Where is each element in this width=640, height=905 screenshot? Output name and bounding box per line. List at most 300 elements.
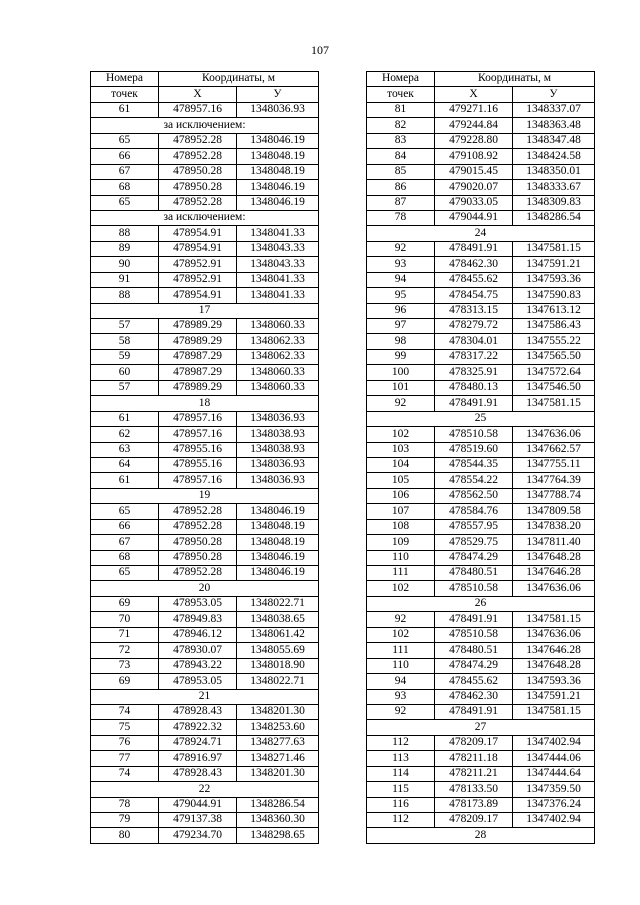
section-label: за исключением: [91, 118, 319, 133]
header-coordinates: Координаты, м [159, 72, 319, 87]
x-coordinate-cell: 478954.91 [159, 288, 237, 303]
table-row [91, 442, 319, 457]
y-coordinate-cell: 1348062.33 [237, 349, 319, 364]
x-coordinate-cell: 478562.50 [435, 488, 513, 503]
point-number-cell: 109 [367, 535, 435, 550]
point-number-cell: 79 [91, 813, 159, 828]
section-row [91, 581, 319, 596]
table-row [91, 550, 319, 565]
x-coordinate-cell: 478952.91 [159, 272, 237, 287]
y-coordinate-cell: 1347402.94 [513, 735, 595, 750]
x-coordinate-cell: 478922.32 [159, 720, 237, 735]
x-coordinate-cell: 478957.16 [159, 411, 237, 426]
x-coordinate-cell: 478462.30 [435, 689, 513, 704]
y-coordinate-cell: 1348360.30 [237, 813, 319, 828]
table-row [91, 349, 319, 364]
table-row [367, 149, 595, 164]
point-number-cell: 61 [91, 102, 159, 117]
table-row [91, 766, 319, 781]
point-number-cell: 78 [367, 210, 435, 225]
table-row [367, 396, 595, 411]
table-row [91, 180, 319, 195]
point-number-cell: 115 [367, 782, 435, 797]
x-coordinate-cell: 479234.70 [159, 828, 237, 843]
point-number-cell: 102 [367, 427, 435, 442]
table-row [91, 735, 319, 750]
section-label: 21 [91, 689, 319, 704]
table-row [367, 102, 595, 117]
y-coordinate-cell: 1348022.71 [237, 674, 319, 689]
table-row [367, 751, 595, 766]
y-coordinate-cell: 1347444.64 [513, 766, 595, 781]
x-coordinate-cell: 478209.17 [435, 735, 513, 750]
x-coordinate-cell: 478325.91 [435, 365, 513, 380]
point-number-cell: 94 [367, 272, 435, 287]
y-coordinate-cell: 1348060.33 [237, 319, 319, 334]
y-coordinate-cell: 1348337.07 [513, 102, 595, 117]
table-row [91, 257, 319, 272]
table-row [367, 488, 595, 503]
section-label: 19 [91, 488, 319, 503]
table-row [367, 442, 595, 457]
point-number-cell: 113 [367, 751, 435, 766]
y-coordinate-cell: 1348046.19 [237, 550, 319, 565]
x-coordinate-cell: 478952.91 [159, 257, 237, 272]
y-coordinate-cell: 1347811.40 [513, 535, 595, 550]
header-y: У [237, 87, 319, 102]
point-number-cell: 112 [367, 735, 435, 750]
point-number-cell: 88 [91, 288, 159, 303]
point-number-cell: 92 [367, 241, 435, 256]
x-coordinate-cell: 479244.84 [435, 118, 513, 133]
x-coordinate-cell: 478989.29 [159, 319, 237, 334]
table-row [367, 303, 595, 318]
point-number-cell: 105 [367, 473, 435, 488]
y-coordinate-cell: 1347662.57 [513, 442, 595, 457]
x-coordinate-cell: 478954.91 [159, 241, 237, 256]
x-coordinate-cell: 478474.29 [435, 658, 513, 673]
x-coordinate-cell: 478529.75 [435, 535, 513, 550]
x-coordinate-cell: 478952.28 [159, 133, 237, 148]
x-coordinate-cell: 478930.07 [159, 643, 237, 658]
x-coordinate-cell: 479044.91 [159, 797, 237, 812]
x-coordinate-cell: 478946.12 [159, 627, 237, 642]
section-label: 17 [91, 303, 319, 318]
section-row [91, 118, 319, 133]
point-number-cell: 111 [367, 643, 435, 658]
table-row [367, 813, 595, 828]
y-coordinate-cell: 1347838.20 [513, 519, 595, 534]
point-number-cell: 110 [367, 550, 435, 565]
x-coordinate-cell: 478954.91 [159, 226, 237, 241]
y-coordinate-cell: 1348055.69 [237, 643, 319, 658]
point-number-cell: 74 [91, 704, 159, 719]
point-number-cell: 80 [91, 828, 159, 843]
y-coordinate-cell: 1348350.01 [513, 164, 595, 179]
table-row [367, 349, 595, 364]
x-coordinate-cell: 478584.76 [435, 504, 513, 519]
table-row [91, 566, 319, 581]
point-number-cell: 85 [367, 164, 435, 179]
y-coordinate-cell: 1347572.64 [513, 365, 595, 380]
table-row [367, 473, 595, 488]
point-number-cell: 78 [91, 797, 159, 812]
table-row [91, 643, 319, 658]
point-number-cell: 84 [367, 149, 435, 164]
point-number-cell: 104 [367, 457, 435, 472]
x-coordinate-cell: 478279.72 [435, 319, 513, 334]
point-number-cell: 67 [91, 164, 159, 179]
table-row [91, 319, 319, 334]
table-row [367, 735, 595, 750]
y-coordinate-cell: 1348036.93 [237, 457, 319, 472]
x-coordinate-cell: 478480.13 [435, 380, 513, 395]
y-coordinate-cell: 1347555.22 [513, 334, 595, 349]
point-number-cell: 65 [91, 133, 159, 148]
point-number-cell: 74 [91, 766, 159, 781]
point-number-cell: 112 [367, 813, 435, 828]
y-coordinate-cell: 1348043.33 [237, 257, 319, 272]
table-row [367, 241, 595, 256]
point-number-cell: 93 [367, 257, 435, 272]
point-number-cell: 70 [91, 612, 159, 627]
y-coordinate-cell: 1347546.50 [513, 380, 595, 395]
table-row [91, 380, 319, 395]
point-number-cell: 71 [91, 627, 159, 642]
y-coordinate-cell: 1347581.15 [513, 241, 595, 256]
point-number-cell: 106 [367, 488, 435, 503]
x-coordinate-cell: 478949.83 [159, 612, 237, 627]
point-number-cell: 102 [367, 581, 435, 596]
x-coordinate-cell: 478209.17 [435, 813, 513, 828]
x-coordinate-cell: 478952.28 [159, 195, 237, 210]
point-number-cell: 107 [367, 504, 435, 519]
y-coordinate-cell: 1347581.15 [513, 396, 595, 411]
point-number-cell: 110 [367, 658, 435, 673]
x-coordinate-cell: 478519.60 [435, 442, 513, 457]
y-coordinate-cell: 1348062.33 [237, 334, 319, 349]
y-coordinate-cell: 1348046.19 [237, 566, 319, 581]
section-label: 24 [367, 226, 595, 241]
point-number-cell: 75 [91, 720, 159, 735]
section-label: 25 [367, 411, 595, 426]
y-coordinate-cell: 1348298.65 [237, 828, 319, 843]
point-number-cell: 67 [91, 535, 159, 550]
y-coordinate-cell: 1348424.58 [513, 149, 595, 164]
x-coordinate-cell: 479015.45 [435, 164, 513, 179]
x-coordinate-cell: 478928.43 [159, 766, 237, 781]
point-number-cell: 101 [367, 380, 435, 395]
x-coordinate-cell: 478480.51 [435, 643, 513, 658]
x-coordinate-cell: 478955.16 [159, 457, 237, 472]
y-coordinate-cell: 1348018.90 [237, 658, 319, 673]
point-number-cell: 68 [91, 550, 159, 565]
y-coordinate-cell: 1347565.50 [513, 349, 595, 364]
point-number-cell: 62 [91, 427, 159, 442]
point-number-cell: 57 [91, 319, 159, 334]
table-row [91, 658, 319, 673]
x-coordinate-cell: 478987.29 [159, 349, 237, 364]
header-point-top: Номера [91, 72, 159, 87]
y-coordinate-cell: 1347648.28 [513, 550, 595, 565]
y-coordinate-cell: 1347648.28 [513, 658, 595, 673]
section-label: 22 [91, 782, 319, 797]
y-coordinate-cell: 1347636.06 [513, 427, 595, 442]
table-row [367, 504, 595, 519]
x-coordinate-cell: 479228.80 [435, 133, 513, 148]
point-number-cell: 59 [91, 349, 159, 364]
point-number-cell: 95 [367, 288, 435, 303]
section-row [367, 720, 595, 735]
table-row [91, 504, 319, 519]
y-coordinate-cell: 1348061.42 [237, 627, 319, 642]
table-row [367, 133, 595, 148]
x-coordinate-cell: 478943.22 [159, 658, 237, 673]
x-coordinate-cell: 478957.16 [159, 473, 237, 488]
point-number-cell: 69 [91, 674, 159, 689]
header-x: Х [159, 87, 237, 102]
point-number-cell: 92 [367, 704, 435, 719]
table-row [367, 272, 595, 287]
x-coordinate-cell: 478510.58 [435, 427, 513, 442]
x-coordinate-cell: 478474.29 [435, 550, 513, 565]
y-coordinate-cell: 1347376.24 [513, 797, 595, 812]
x-coordinate-cell: 478544.35 [435, 457, 513, 472]
x-coordinate-cell: 478957.16 [159, 102, 237, 117]
y-coordinate-cell: 1348309.83 [513, 195, 595, 210]
x-coordinate-cell: 479271.16 [435, 102, 513, 117]
table-row [367, 566, 595, 581]
table-row [367, 257, 595, 272]
table-row [367, 766, 595, 781]
table-row [91, 535, 319, 550]
y-coordinate-cell: 1348363.48 [513, 118, 595, 133]
table-row [91, 427, 319, 442]
y-coordinate-cell: 1347755.11 [513, 457, 595, 472]
table-body-left [91, 102, 319, 843]
x-coordinate-cell: 478957.16 [159, 427, 237, 442]
x-coordinate-cell: 478173.89 [435, 797, 513, 812]
table-row [367, 643, 595, 658]
table-row [367, 612, 595, 627]
x-coordinate-cell: 478950.28 [159, 535, 237, 550]
x-coordinate-cell: 479044.91 [435, 210, 513, 225]
point-number-cell: 69 [91, 596, 159, 611]
x-coordinate-cell: 478317.22 [435, 349, 513, 364]
table-row [367, 365, 595, 380]
table-row [367, 118, 595, 133]
point-number-cell: 89 [91, 241, 159, 256]
point-number-cell: 63 [91, 442, 159, 457]
x-coordinate-cell: 478491.91 [435, 704, 513, 719]
table-row [91, 751, 319, 766]
y-coordinate-cell: 1348048.19 [237, 519, 319, 534]
y-coordinate-cell: 1347593.36 [513, 272, 595, 287]
table-row [367, 535, 595, 550]
header-y: У [513, 87, 595, 102]
point-number-cell: 65 [91, 504, 159, 519]
point-number-cell: 98 [367, 334, 435, 349]
x-coordinate-cell: 478510.58 [435, 581, 513, 596]
point-number-cell: 87 [367, 195, 435, 210]
y-coordinate-cell: 1348201.30 [237, 704, 319, 719]
section-label: 18 [91, 396, 319, 411]
section-row [367, 226, 595, 241]
table-row [367, 704, 595, 719]
table-row [367, 797, 595, 812]
point-number-cell: 65 [91, 195, 159, 210]
section-row [91, 782, 319, 797]
section-row [367, 411, 595, 426]
y-coordinate-cell: 1347636.06 [513, 581, 595, 596]
y-coordinate-cell: 1347444.06 [513, 751, 595, 766]
y-coordinate-cell: 1348043.33 [237, 241, 319, 256]
table-body-right [367, 102, 595, 843]
table-row [91, 674, 319, 689]
coordinates-table-left [90, 71, 319, 844]
point-number-cell: 116 [367, 797, 435, 812]
x-coordinate-cell: 478510.58 [435, 627, 513, 642]
point-number-cell: 92 [367, 612, 435, 627]
y-coordinate-cell: 1348048.19 [237, 535, 319, 550]
table-row [91, 411, 319, 426]
x-coordinate-cell: 478952.28 [159, 149, 237, 164]
table-row [91, 704, 319, 719]
y-coordinate-cell: 1348046.19 [237, 180, 319, 195]
y-coordinate-cell: 1347788.74 [513, 488, 595, 503]
x-coordinate-cell: 478491.91 [435, 396, 513, 411]
y-coordinate-cell: 1347591.21 [513, 689, 595, 704]
x-coordinate-cell: 478989.29 [159, 334, 237, 349]
point-number-cell: 61 [91, 411, 159, 426]
point-number-cell: 72 [91, 643, 159, 658]
point-number-cell: 58 [91, 334, 159, 349]
x-coordinate-cell: 478952.28 [159, 504, 237, 519]
y-coordinate-cell: 1348060.33 [237, 380, 319, 395]
section-row [91, 689, 319, 704]
point-number-cell: 108 [367, 519, 435, 534]
point-number-cell: 86 [367, 180, 435, 195]
table-row [91, 241, 319, 256]
table-row [91, 457, 319, 472]
point-number-cell: 100 [367, 365, 435, 380]
x-coordinate-cell: 478455.62 [435, 674, 513, 689]
point-number-cell: 66 [91, 149, 159, 164]
table-row [367, 550, 595, 565]
table-row [91, 164, 319, 179]
table-row [91, 627, 319, 642]
table-row [91, 133, 319, 148]
x-coordinate-cell: 478491.91 [435, 241, 513, 256]
y-coordinate-cell: 1348046.19 [237, 504, 319, 519]
table-row [91, 828, 319, 843]
x-coordinate-cell: 478987.29 [159, 365, 237, 380]
point-number-cell: 60 [91, 365, 159, 380]
x-coordinate-cell: 478955.16 [159, 442, 237, 457]
point-number-cell: 90 [91, 257, 159, 272]
x-coordinate-cell: 479020.07 [435, 180, 513, 195]
point-number-cell: 73 [91, 658, 159, 673]
point-number-cell: 76 [91, 735, 159, 750]
table-row [367, 288, 595, 303]
x-coordinate-cell: 478454.75 [435, 288, 513, 303]
x-coordinate-cell: 478455.62 [435, 272, 513, 287]
header-x: Х [435, 87, 513, 102]
x-coordinate-cell: 478950.28 [159, 180, 237, 195]
point-number-cell: 77 [91, 751, 159, 766]
x-coordinate-cell: 478211.21 [435, 766, 513, 781]
x-coordinate-cell: 478953.05 [159, 674, 237, 689]
y-coordinate-cell: 1348286.54 [513, 210, 595, 225]
table-row [91, 365, 319, 380]
y-coordinate-cell: 1347581.15 [513, 704, 595, 719]
header-point-bottom: точек [367, 87, 435, 102]
section-row [91, 396, 319, 411]
y-coordinate-cell: 1348048.19 [237, 164, 319, 179]
y-coordinate-cell: 1348277.63 [237, 735, 319, 750]
y-coordinate-cell: 1348036.93 [237, 102, 319, 117]
table-row [367, 457, 595, 472]
table-row [91, 102, 319, 117]
point-number-cell: 61 [91, 473, 159, 488]
point-number-cell: 92 [367, 396, 435, 411]
point-number-cell: 96 [367, 303, 435, 318]
point-number-cell: 111 [367, 566, 435, 581]
section-label: 20 [91, 581, 319, 596]
y-coordinate-cell: 1348060.33 [237, 365, 319, 380]
y-coordinate-cell: 1348271.46 [237, 751, 319, 766]
y-coordinate-cell: 1348041.33 [237, 272, 319, 287]
point-number-cell: 83 [367, 133, 435, 148]
table-row [367, 334, 595, 349]
table-row [367, 658, 595, 673]
x-coordinate-cell: 478480.51 [435, 566, 513, 581]
section-row [367, 828, 595, 843]
point-number-cell: 94 [367, 674, 435, 689]
y-coordinate-cell: 1347590.83 [513, 288, 595, 303]
point-number-cell: 82 [367, 118, 435, 133]
y-coordinate-cell: 1348038.93 [237, 427, 319, 442]
point-number-cell: 68 [91, 180, 159, 195]
x-coordinate-cell: 478313.15 [435, 303, 513, 318]
y-coordinate-cell: 1347593.36 [513, 674, 595, 689]
table-row [91, 288, 319, 303]
x-coordinate-cell: 478557.95 [435, 519, 513, 534]
section-label: за исключением: [91, 210, 319, 225]
y-coordinate-cell: 1348038.93 [237, 442, 319, 457]
y-coordinate-cell: 1347809.58 [513, 504, 595, 519]
x-coordinate-cell: 478554.22 [435, 473, 513, 488]
y-coordinate-cell: 1348347.48 [513, 133, 595, 148]
x-coordinate-cell: 478952.28 [159, 519, 237, 534]
point-number-cell: 64 [91, 457, 159, 472]
point-number-cell: 99 [367, 349, 435, 364]
table-row [367, 195, 595, 210]
section-label: 26 [367, 596, 595, 611]
table-row [91, 149, 319, 164]
y-coordinate-cell: 1348046.19 [237, 133, 319, 148]
x-coordinate-cell: 478950.28 [159, 164, 237, 179]
coordinates-table-right [366, 71, 595, 844]
table-row [367, 180, 595, 195]
table-row [367, 519, 595, 534]
point-number-cell: 97 [367, 319, 435, 334]
table-row [91, 596, 319, 611]
table-row [91, 813, 319, 828]
x-coordinate-cell: 478211.18 [435, 751, 513, 766]
y-coordinate-cell: 1347359.50 [513, 782, 595, 797]
y-coordinate-cell: 1348046.19 [237, 195, 319, 210]
